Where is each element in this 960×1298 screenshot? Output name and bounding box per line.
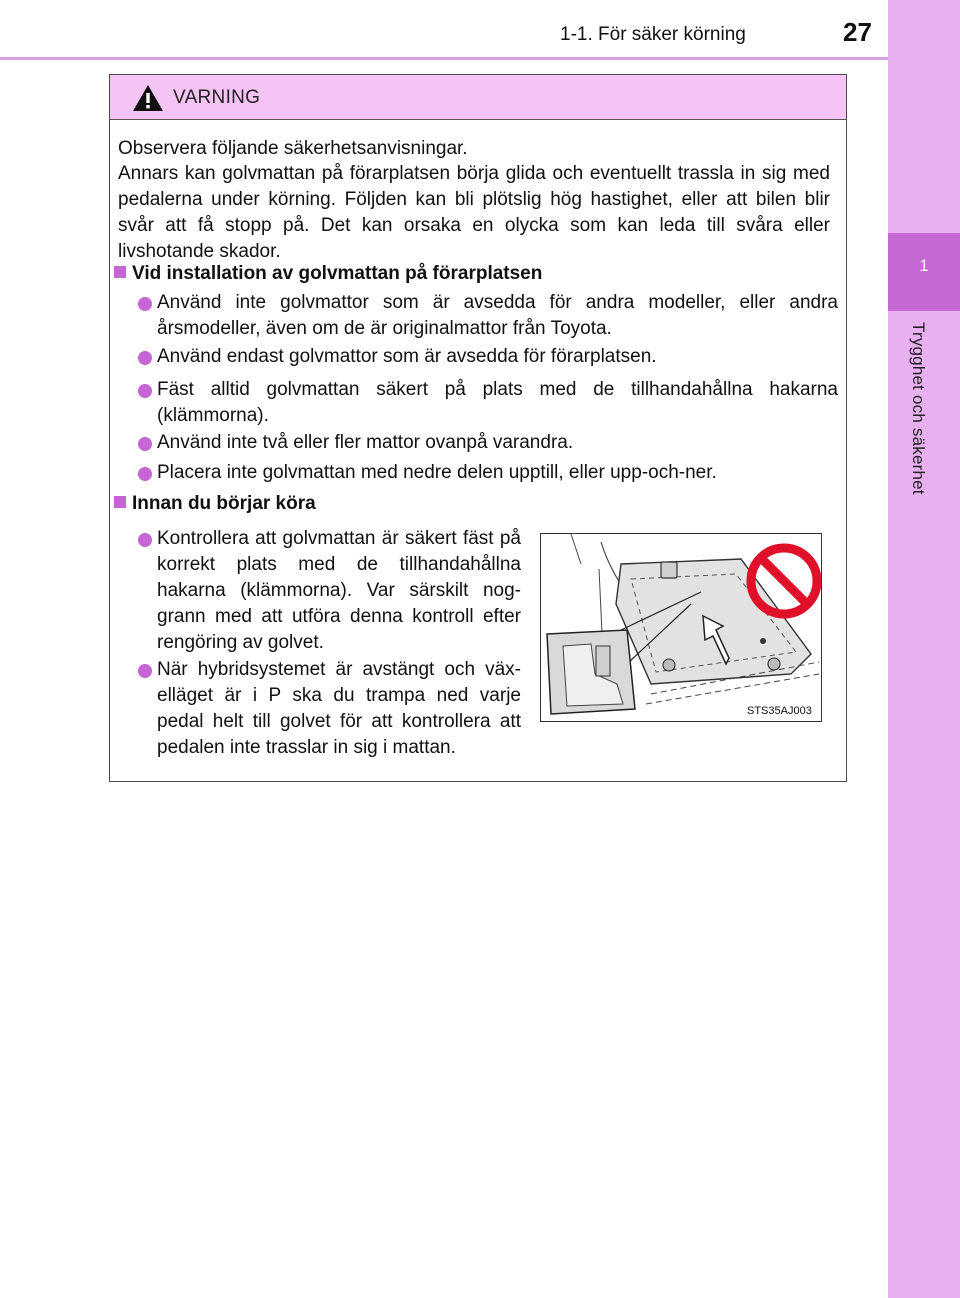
bullet-dot-icon [138, 533, 152, 547]
warning-label: VARNING [173, 87, 261, 108]
list-item: Placera inte golvmattan med nedre delen upptill, eller upp-och-ner. [157, 462, 717, 483]
list-item: Fäst alltid golvmattan säkert på plats med de tillhandahållna hakarna (klämmorna). [157, 379, 838, 426]
floor-mat-illustration [540, 533, 822, 722]
square-bullet-icon [114, 266, 126, 278]
list-item: Använd inte två eller fler mattor ovanpå varandra. [157, 432, 574, 453]
bullet-dot-icon [138, 297, 152, 311]
header-divider [0, 57, 888, 60]
section-heading-text: Vid installation av golvmattan på förarplatsen [132, 263, 543, 284]
list-item: Använd endast golvmattor som är avsedda för förarplatsen. [157, 346, 657, 367]
floor-mat-drawing [541, 534, 821, 721]
list-item: Använd inte golvmattor som är avsedda för andra modeller, eller andra årsmodeller, även om de är originalmattor från Toyota. [157, 292, 838, 339]
bullet-dot-icon [138, 437, 152, 451]
section-heading-text: Innan du börjar köra [132, 493, 316, 514]
warning-header [110, 75, 846, 120]
warning-triangle-icon [131, 83, 165, 113]
warning-intro-paragraph: Annars kan golvmattan på förarplatsen börja glida och eventuellt trassla in sig med pedalerna under körning. Följden kan bli plötslig hög hastighet, eller att bilen blir svår att få stopp på. Det kan orsaka en olycka som kan leda till svåra eller livshotande skador. [118, 163, 830, 262]
chapter-number: 1 [919, 256, 929, 275]
square-bullet-icon [114, 496, 126, 508]
list-item: Kontrollera att golvmattan är säkert fäst på korrekt plats med de tillhandahållna hakarna (klämmorna). Var särskilt nog-grann med att utföra denna kontroll efter rengöring av golvet. [157, 528, 521, 653]
warning-intro-line: Observera följande säkerhetsanvisningar. [118, 138, 468, 159]
section-heading-before-driving [114, 493, 316, 515]
bullet-dot-icon [138, 351, 152, 365]
section-heading-installation [114, 263, 542, 285]
illustration-code: STS35AJ003 [747, 705, 812, 717]
page-header-title: 1-1. För säker körning [560, 24, 746, 45]
page-number: 27 [843, 17, 872, 47]
bullet-dot-icon [138, 467, 152, 481]
bullet-dot-icon [138, 384, 152, 398]
bullet-dot-icon [138, 664, 152, 678]
side-tab [888, 0, 960, 1298]
section-title-vertical: Trygghet och säkerhet [909, 322, 928, 495]
list-item: När hybridsystemet är avstängt och väx-elläget är i P ska du trampa ned varje pedal helt till golvet för att kontrollera att pedalen inte trasslar in sig i mattan. [157, 659, 521, 758]
